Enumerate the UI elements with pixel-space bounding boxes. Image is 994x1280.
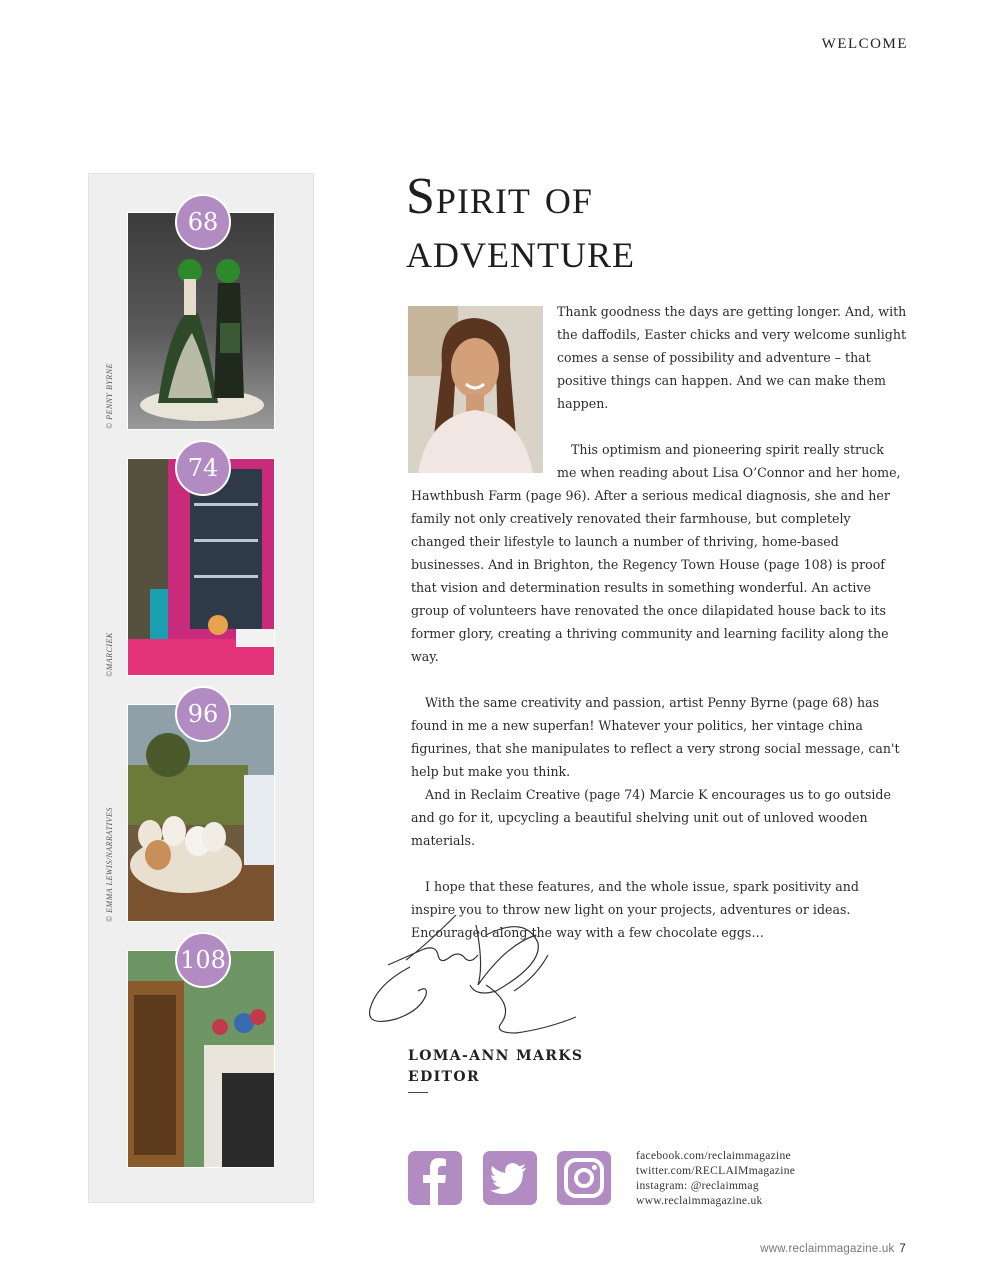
paragraph-3: With the same creativity and passion, artist Penny Byrne (page 68) has found in me a new superfan! Whatever your politics, her vintage china figurines, that she manipulates to reflect a very strong social message, can't help but make you think. <box>411 695 900 779</box>
article-title <box>406 170 806 278</box>
page-badge-68[interactable]: 68 <box>175 194 231 250</box>
photo-credit: © EMMA LEWIS/NARRATIVES <box>105 807 114 922</box>
photo-credit: ©MARCIEK <box>105 632 114 677</box>
paragraph-5: I hope that these features, and the whole issue, spark positivity and inspire you to throw new light on your projects, adventures or ideas. Encouraged along the way with a few chocolate eggs… <box>411 879 859 940</box>
page-number: 7 <box>899 1243 906 1255</box>
page-badge-108[interactable]: 108 <box>175 932 231 988</box>
facebook-link[interactable]: facebook.com/reclaimmagazine <box>636 1150 791 1162</box>
page-badge-96[interactable]: 96 <box>175 686 231 742</box>
editorial-body <box>411 300 907 944</box>
twitter-link[interactable]: twitter.com/RECLAIMmagazine <box>636 1165 796 1177</box>
editor-name: LOMA-ANN MARKS <box>408 1048 584 1064</box>
section-label: WELCOME <box>821 36 908 52</box>
divider <box>408 1092 428 1093</box>
title-line-1: Spirit of <box>406 168 593 225</box>
page-badge-74[interactable]: 74 <box>175 440 231 496</box>
social-links <box>636 1149 795 1209</box>
website-link[interactable]: www.reclaimmagazine.uk <box>636 1195 763 1207</box>
editor-credit <box>408 1046 583 1088</box>
footer-url[interactable]: www.reclaimmagazine.uk <box>760 1243 895 1255</box>
twitter-icon[interactable] <box>483 1151 537 1205</box>
paragraph-1: Thank goodness the days are getting longer. And, with the daffodils, Easter chicks and very welcome sunlight comes a sense of possibility and adventure – that positive things can happen. And we can make them happen. <box>557 304 907 411</box>
title-line-2: adventure <box>406 222 635 279</box>
instagram-icon[interactable] <box>557 1151 611 1205</box>
editor-signature <box>366 905 581 1040</box>
facebook-icon[interactable] <box>408 1151 462 1205</box>
portrait-spacer <box>411 300 557 480</box>
editor-role: EDITOR <box>408 1069 481 1085</box>
contents-sidebar <box>88 173 314 1203</box>
paragraph-4: And in Reclaim Creative (page 74) Marcie K encourages us to go outside and go for it, upcycling a beautiful shelving unit out of unloved wooden materials. <box>411 787 891 848</box>
photo-credit: © PENNY BYRNE <box>105 363 114 429</box>
paragraph-2: This optimism and pioneering spirit really struck me when reading about Lisa O’Connor and her home, Hawthbush Farm (page 96). After a serious medical diagnosis, she and her family not only creatively renovated their farmhouse, but completely changed their lifestyle to launch a number of thriving, home-based businesses. And in Brighton, the Regency Town House (page 108) is proof that vision and determination results in something wonderful. An active group of volunteers have renovated the once dilapidated house back to its former glory, creating a thriving community and learning facility along the way. <box>411 442 901 664</box>
page-footer <box>760 1243 906 1255</box>
instagram-link[interactable]: instagram: @reclaimmag <box>636 1180 759 1192</box>
